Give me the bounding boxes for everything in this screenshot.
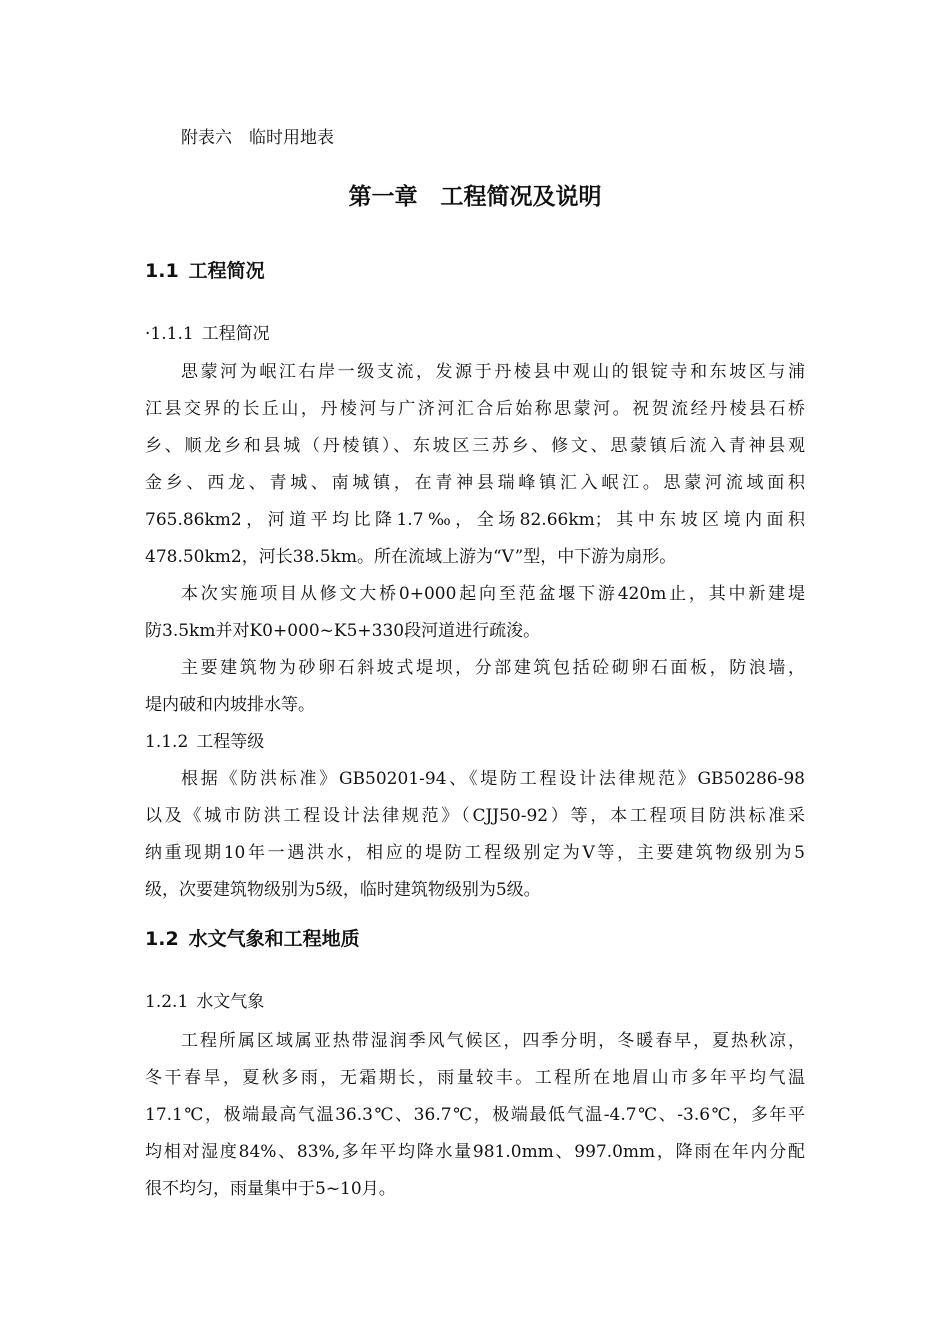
paragraph-line: 金乡、西龙、青城、南城镇，在青神县瑞峰镇汇入岷江。思蒙河流域面积 xyxy=(145,473,805,493)
subsection-number: 1.2.1 xyxy=(145,992,189,1012)
subsection-heading-1-1-1 xyxy=(145,323,805,345)
paragraph-line: 17.1℃，极端最高气温36.3℃、36.7℃，极端最低气温-4.7℃、-3.6℃，多年平 xyxy=(145,1105,805,1125)
section-title: 水文气象和工程地质 xyxy=(188,928,360,950)
chapter-title: 第一章 工程简况及说明 xyxy=(348,184,602,210)
subsection-number: ·1.1.1 xyxy=(145,324,194,344)
section-number: 1.2 xyxy=(145,928,179,950)
subsection-heading-1-1-2 xyxy=(145,731,805,753)
subsection-title: 工程简况 xyxy=(201,324,270,344)
paragraph-line: 主要建筑物为砂卵石斜坡式堤坝，分部建筑包括砼砌卵石面板，防浪墙， xyxy=(181,658,805,678)
paragraph-line: 本次实施项目从修文大桥0+000起向至范盆堰下游420m止，其中新建堤 xyxy=(181,584,805,604)
paragraph-line: 478.50km2，河长38.5km。所在流域上游为“V”型，中下游为扇形。 xyxy=(145,547,677,567)
paragraph-line: 江县交界的长丘山，丹棱河与广济河汇合后始称思蒙河。祝贺流经丹棱县石桥 xyxy=(145,399,805,419)
paragraph-line: 思蒙河为岷江右岸一级支流，发源于丹棱县中观山的银锭寺和东坡区与浦 xyxy=(181,362,805,382)
subsection-number: 1.1.2 xyxy=(145,732,189,752)
paragraph-line: 以及《城市防洪工程设计法律规范》（CJJ50-92）等，本工程项目防洪标准采 xyxy=(145,806,805,826)
subsection-heading-1-2-1 xyxy=(145,991,805,1013)
subsection-title: 工程等级 xyxy=(196,732,265,752)
paragraph-line: 防3.5km并对K0+000~K5+330段河道进行疏浚。 xyxy=(145,621,541,641)
paragraph-line: 纳重现期10年一遇洪水，相应的堤防工程级别定为Ⅴ等，主要建筑物级别为5 xyxy=(145,843,805,863)
appendix-line: 附表六 临时用地表 xyxy=(181,128,334,148)
section-title: 工程简况 xyxy=(188,260,265,282)
paragraph-line: 765.86km2，河道平均比降1.7‰，全场82.66km；其中东坡区境内面积 xyxy=(145,510,805,530)
paragraph-line: 很不均匀，雨量集中于5~10月。 xyxy=(145,1179,396,1199)
paragraph-line: 堤内破和内坡排水等。 xyxy=(145,695,315,715)
section-heading-1-1 xyxy=(145,258,265,284)
paragraph-line: 均相对湿度84%、83%,多年平均降水量981.0mm、997.0mm，降雨在年内分配 xyxy=(145,1142,805,1162)
paragraph-line: 工程所属区域属亚热带湿润季风气候区，四季分明，冬暖春早，夏热秋凉， xyxy=(181,1031,805,1051)
section-heading-1-2 xyxy=(145,926,360,952)
paragraph-line: 乡、顺龙乡和县城（丹棱镇）、东坡区三苏乡、修文、思蒙镇后流入青神县观 xyxy=(145,436,805,456)
paragraph-line: 冬干春旱，夏秋多雨，无霜期长，雨量较丰。工程所在地眉山市多年平均气温 xyxy=(145,1068,805,1088)
subsection-title: 水文气象 xyxy=(196,992,265,1012)
section-number: 1.1 xyxy=(145,260,179,282)
paragraph-line: 级，次要建筑物级别为5级，临时建筑物级别为5级。 xyxy=(145,880,541,900)
paragraph-line: 根据《防洪标准》GB50201-94、《堤防工程设计法律规范》GB50286-98 xyxy=(181,769,805,789)
